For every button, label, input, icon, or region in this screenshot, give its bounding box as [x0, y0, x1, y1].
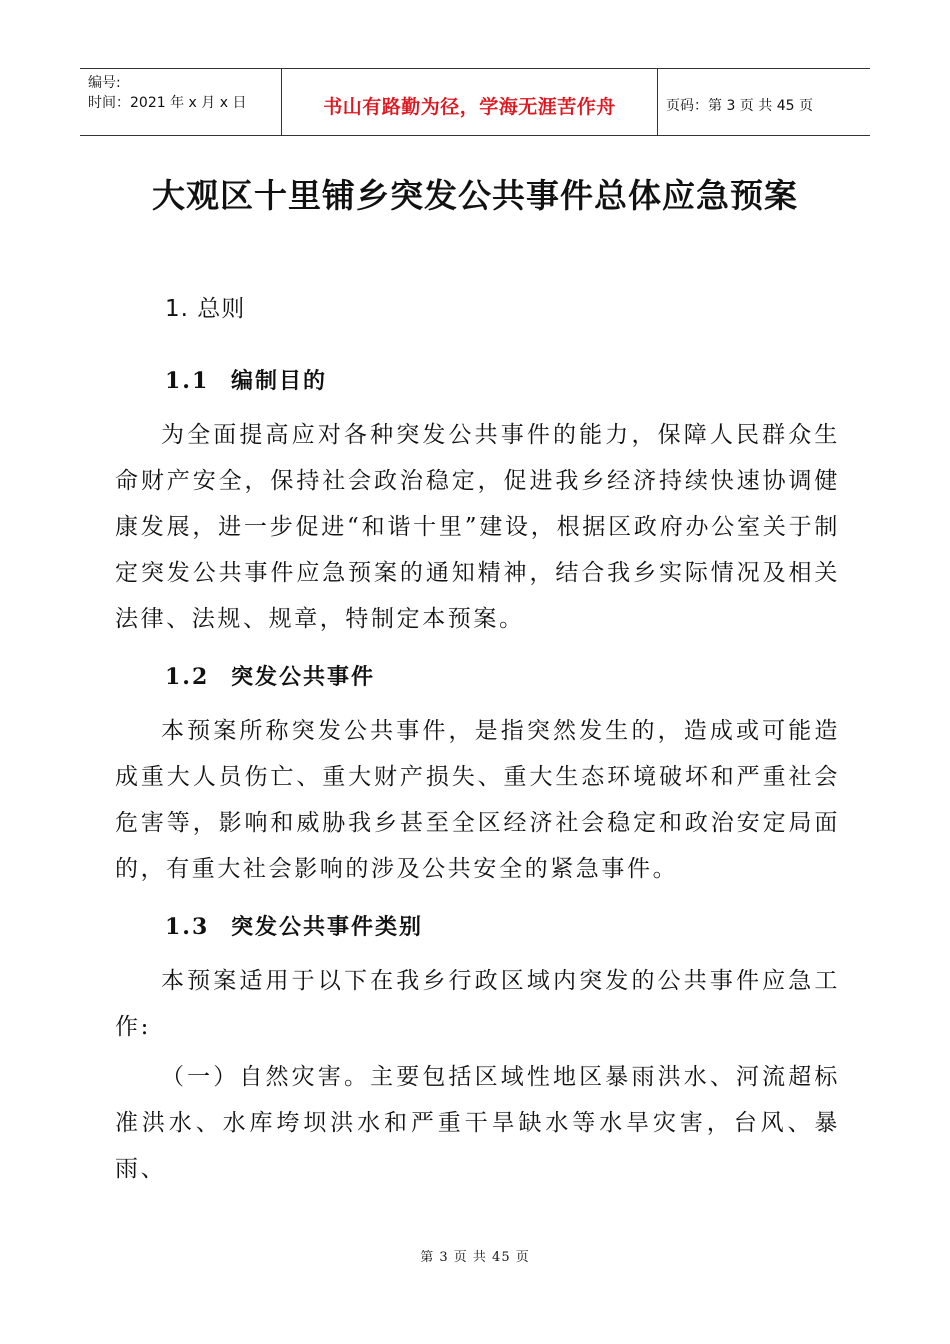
document-body: [115, 290, 840, 1192]
subsection-number: 1.3: [165, 914, 210, 940]
page-footer: 第 3 页 共 45 页: [420, 1250, 530, 1265]
subsection-number: 1.2: [165, 664, 210, 690]
paragraph: 本预案所称突发公共事件，是指突然发生的，造成或可能造成重大人员伤亡、重大财产损失、重大生态环境破坏和严重社会危害等，影响和威胁我乡甚至全区经济社会稳定和政治安定局面的，有重大社会影响的涉及公共安全的紧急事件。: [115, 718, 840, 882]
subsection-heading: [165, 654, 840, 700]
list-item: （一）自然灾害。主要包括区域性地区暴雨洪水、河流超标准洪水、水库垮坝洪水和严重干旱缺水等水旱灾害，台风、暴雨、: [115, 1064, 840, 1182]
page-header: [80, 68, 870, 136]
header-motto: 书山有路勤为径，学海无涯苦作舟: [282, 69, 658, 135]
header-page-info: 页码：第 3 页 共 45 页: [666, 98, 813, 114]
paragraph: 为全面提高应对各种突发公共事件的能力，保障人民群众生命财产安全，保持社会政治稳定，促进我乡经济持续快速协调健康发展，进一步促进“和谐十里”建设，根据区政府办公室关于制定突发公共事件应急预案的通知精神，结合我乡实际情况及相关法律、法规、规章，特制定本预案。: [115, 422, 840, 632]
subsection-title: 突发公共事件: [231, 664, 376, 690]
paragraph: 本预案适用于以下在我乡行政区域内突发的公共事件应急工作:: [115, 968, 840, 1040]
time-label: 时间：2021 年 x 月 x 日: [88, 95, 247, 111]
subsection-number: 1.1: [165, 368, 210, 394]
section-heading: 1. 总则: [165, 296, 246, 322]
number-label: 编号:: [88, 75, 121, 91]
subsection-title: 突发公共事件类别: [231, 914, 424, 940]
subsection-heading: [165, 358, 840, 404]
document-title: 大观区十里铺乡突发公共事件总体应急预案: [152, 176, 798, 215]
subsection-title: 编制目的: [231, 368, 328, 394]
header-meta: [80, 69, 282, 135]
subsection-heading: [165, 904, 840, 950]
